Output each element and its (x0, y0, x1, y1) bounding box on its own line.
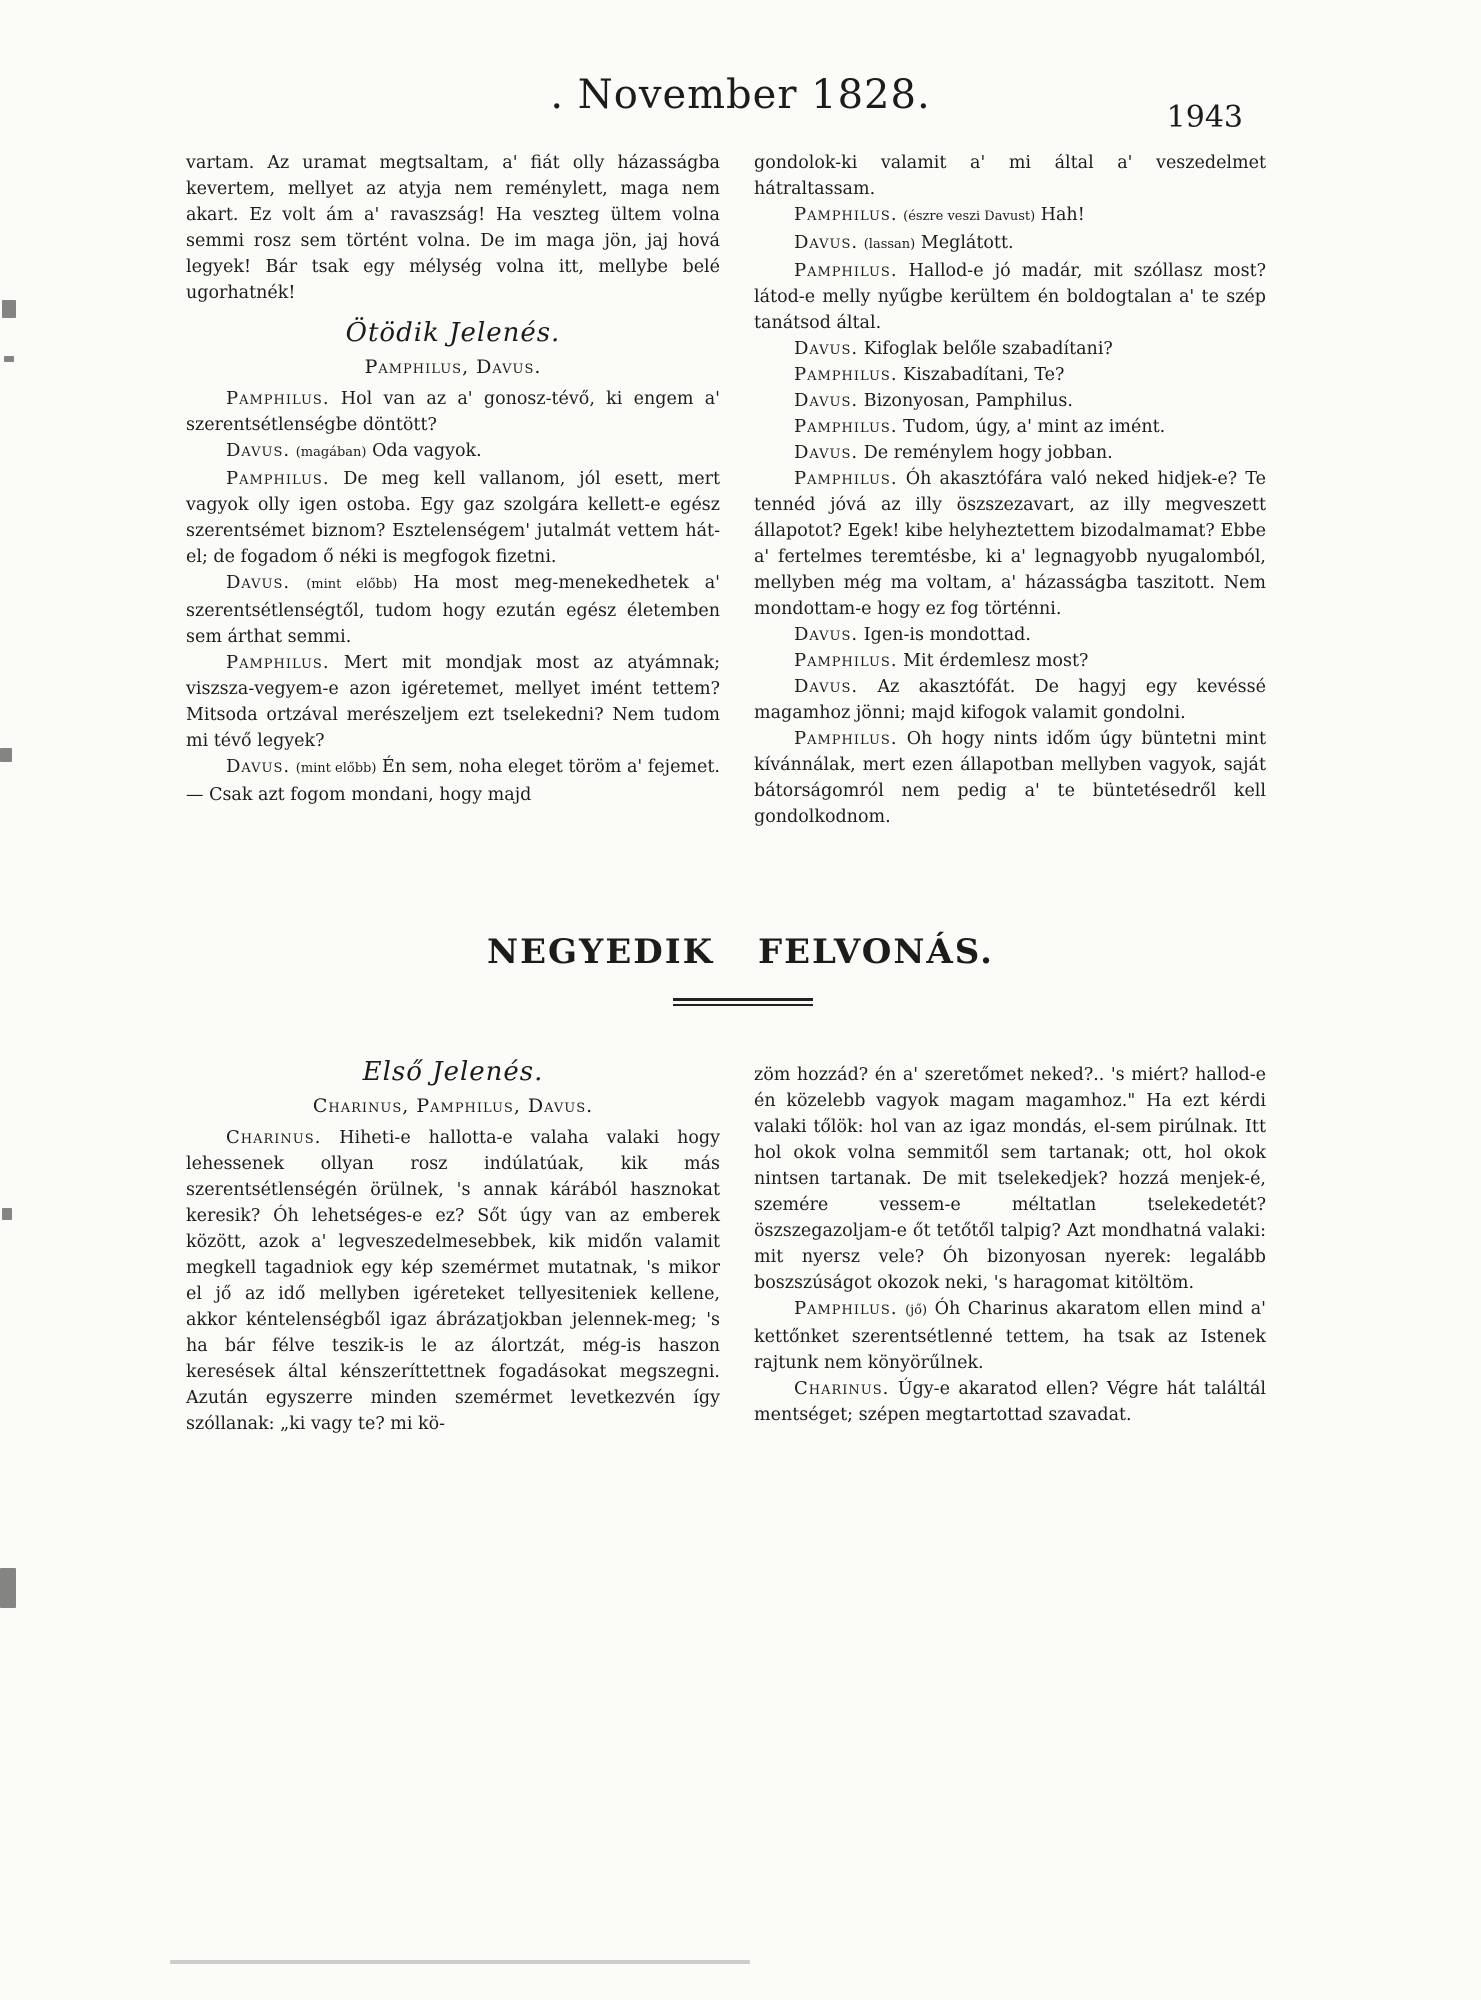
speaker-name: Davus. (794, 442, 859, 463)
speaker-name: Pamphilus. (226, 468, 330, 489)
line-text: De meg kell vallanom, jól esett, mert vagyok olly igen ostoba. Egy gaz szolgára kellett-e egész szerentsémet biznom? Esztelenségem' jutalmát vettem hát-el; de fogadom ő néki is megfogok fizetni. (186, 469, 720, 567)
speaker-name: Pamphilus. (794, 650, 898, 671)
continuation-paragraph: gondolok-ki valamit a' mi által a' veszedelmet hátraltassam. (754, 153, 1266, 199)
line-text: Kifoglak belőle szabadítani? (863, 339, 1113, 359)
cast-list: Pamphilus, Davus. (364, 356, 542, 378)
scan-mark (0, 748, 12, 762)
dialogue-block (754, 202, 1266, 830)
line-text: Mit érdemlesz most? (903, 651, 1089, 671)
speaker-name: Pamphilus. (794, 364, 898, 385)
dialogue-line (186, 386, 720, 438)
dialogue-line (754, 466, 1266, 622)
scan-mark (2, 300, 16, 318)
scan-mark (2, 1208, 12, 1220)
stage-direction: (magában) (295, 445, 367, 460)
dialogue-line (186, 438, 720, 466)
line-text: Óh akasztófára való neked hidjek-e? Te tennéd jóvá az illy öszszezavart, az illy megveszett állapotot? Egek! kibe helyheztettem bizodalmamat? Ebbe a' fertelmes teremtésbe, ki a' legnagyobb nyugalomból, mellyben még ma voltam, a' házasságba taszitott. Nem mondottam-e hogy ez fog történni. (754, 469, 1266, 619)
line-text: Meglátott. (920, 233, 1014, 253)
dialogue-line (186, 754, 720, 808)
dialogue-block (186, 386, 720, 808)
bottom-right-column (754, 1062, 1266, 1428)
line-text: De reménylem hogy jobban. (863, 443, 1113, 463)
stage-direction: (mint előbb) (306, 577, 398, 592)
bottom-left-column (186, 1045, 720, 1437)
speaker-name: Davus. (794, 232, 859, 253)
line-text: Hah! (1040, 205, 1085, 225)
double-rule-top (673, 998, 813, 1001)
line-text: Az akasztófát. De hagyj egy kevéssé magamhoz jönni; majd kifogok valamit gondolni. (754, 677, 1266, 723)
dialogue-block (186, 1125, 720, 1437)
speaker-name: Davus. (226, 572, 291, 593)
act-title: NEGYEDIK FELVONÁS. (487, 932, 994, 972)
line-text: Oh hogy nints időm úgy büntetni mint kívánnálak, mert ezen állapotban mellyben vagyok, saját bátorságomról nem pedig a' te büntetésedről kell gondolkodnom. (754, 729, 1266, 827)
intro-paragraph: vartam. Az uramat megtsaltam, a' fiát olly házasságba kevertem, mellyet az atyja nem reménylett, maga nem akart. Ez volt ám a' ravaszság! Ha veszteg ültem volna semmi rosz sem történt volna. De im maga jön, jaj hová legyek! Bár tsak egy mélység volna itt, mellybe belé ugorhatnék! (186, 153, 720, 303)
speaker-name: Pamphilus. (794, 416, 898, 437)
stage-direction: (jő) (905, 1303, 928, 1318)
line-text: Úgy-e akaratod ellen? Végre hát találtál mentséget; szépen megtartottad szavadat. (754, 1379, 1266, 1425)
speaker-name: Charinus. (794, 1378, 890, 1399)
dialogue-line (754, 674, 1266, 726)
speaker-name: Davus. (794, 390, 859, 411)
scan-mark (0, 1568, 16, 1608)
dialogue-line (754, 336, 1266, 362)
speaker-name: Pamphilus. (794, 204, 898, 225)
top-left-column (186, 150, 720, 808)
dialogue-line (754, 414, 1266, 440)
dialogue-line (754, 1296, 1266, 1376)
line-text: Igen-is mondottad. (863, 625, 1031, 645)
dialogue-line (186, 466, 720, 570)
stage-direction: (mint előbb) (295, 761, 377, 776)
speaker-name: Pamphilus. (226, 652, 330, 673)
line-text: Óh Charinus akaratom ellen mind a' kettőnket szerentsétlenné tettem, ha tsak az Istenek rajtunk nem könyörűlnek. (754, 1299, 1266, 1373)
dialogue-line (754, 1376, 1266, 1428)
dialogue-line (186, 650, 720, 754)
dialogue-line (186, 1125, 720, 1437)
dialogue-line (754, 622, 1266, 648)
double-rule-bottom (673, 1004, 813, 1006)
dialogue-block (754, 1296, 1266, 1428)
dialogue-line (754, 362, 1266, 388)
line-text: Hol van az a' gonosz-tévő, ki engem a' szerentsétlenségbe döntött? (186, 389, 720, 435)
stage-direction: (észre veszi Davust) (903, 209, 1036, 224)
dialogue-line (754, 202, 1266, 230)
scan-smudge (170, 1960, 750, 1964)
line-text: Hiheti-e hallotta-e valaha valaki hogy lehessenek ollyan rosz indúlatúak, kik más szerentsétlenségén örülnek, 's annak kárából hasznokat keresik? Óh lehetséges-e ez? Sőt úgy van az emberek között, azok a' legveszedelmesebbek, kik midőn valamit megkell tagadniok egy kép szemérmet mutatnak, 's mikor el jő az idő mellyben igéreteket tellyesiteniek kellene, akkor kéntelenségből igaz ábrázatjokban jelennek-meg; 's ha bár félve teszik-is le az álortzát, még-is haszon keresések által kénszeríttettnek fogadásokat megszegni. Azután egyszerre minden szemérmet levetkezvén így szóllanak: „ki vagy te? mi kö- (186, 1128, 720, 1434)
page-number: 1943 (1166, 100, 1243, 135)
speaker-name: Davus. (226, 440, 291, 461)
dialogue-line (754, 230, 1266, 258)
dialogue-line (754, 648, 1266, 674)
speaker-name: Pamphilus. (794, 260, 898, 281)
speaker-name: Davus. (794, 338, 859, 359)
cast-list: Charinus, Pamphilus, Davus. (312, 1095, 594, 1117)
line-text: Kiszabadítani, Te? (903, 365, 1065, 385)
line-text: Tudom, úgy, a' mint az imént. (903, 417, 1166, 437)
scene-title: Ötödik Jelenés. (345, 318, 561, 348)
speaker-name: Pamphilus. (794, 1298, 898, 1319)
dialogue-line (186, 570, 720, 650)
line-text: Mert mit mondjak most az atyámnak; viszsza-vegyem-e azon igéretemet, mellyet imént tettem? Mitsoda ortzával merészeljem ezt tselekedni? Nem tudom mi tévő legyek? (186, 653, 720, 751)
dialogue-line (754, 258, 1266, 336)
line-text: Oda vagyok. (372, 441, 482, 461)
dialogue-line (754, 726, 1266, 830)
speaker-name: Davus. (226, 756, 291, 777)
speaker-name: Charinus. (226, 1127, 322, 1148)
speaker-name: Pamphilus. (794, 728, 898, 749)
speaker-name: Davus. (794, 624, 859, 645)
speaker-name: Pamphilus. (226, 388, 330, 409)
line-text: Én sem, noha eleget töröm a' fejemet. — Csak azt fogom mondani, hogy majd (186, 757, 720, 805)
line-text: Ha most meg-menekedhetek a' szerentsétlenségtől, tudom hogy ezután egész életemben sem árthat semmi. (186, 573, 720, 647)
scan-mark (4, 356, 14, 362)
continuation-paragraph: zöm hozzád? én a' szeretőmet neked?.. 's miért? hallod-e én közelebb vagyok magam magamhoz." Ha ezt kérdi valaki tőlök: hol van az igaz mondás, el-sem pirúlnak. Itt hol okok volna semmitől sem tartanak; ott, hol okok nintsen tartanak. De mit tselekedjek? hozzá menjek-é, szemére vessem-e méltatlan tselekedetét? öszszegazoljam-e őt tetőtől talpig? Azt mondhatná valaki: mit nyersz vele? Óh bizonyosan nyerek: legalább boszszúságot okozok neki, 's haragomat kitöltöm. (754, 1065, 1266, 1293)
page-header-date: . November 1828. (550, 72, 931, 118)
speaker-name: Davus. (794, 676, 859, 697)
dialogue-line (754, 388, 1266, 414)
dialogue-line (754, 440, 1266, 466)
stage-direction: (lassan) (863, 237, 916, 252)
scene-title: Első Jelenés. (362, 1057, 544, 1087)
line-text: Bizonyosan, Pamphilus. (863, 391, 1073, 411)
line-text: Hallod-e jó madár, mit szóllasz most? látod-e melly nyűgbe kerültem én boldogtalan a' te szép tanátsod által. (754, 261, 1266, 333)
top-right-column (754, 150, 1266, 830)
speaker-name: Pamphilus. (794, 468, 898, 489)
